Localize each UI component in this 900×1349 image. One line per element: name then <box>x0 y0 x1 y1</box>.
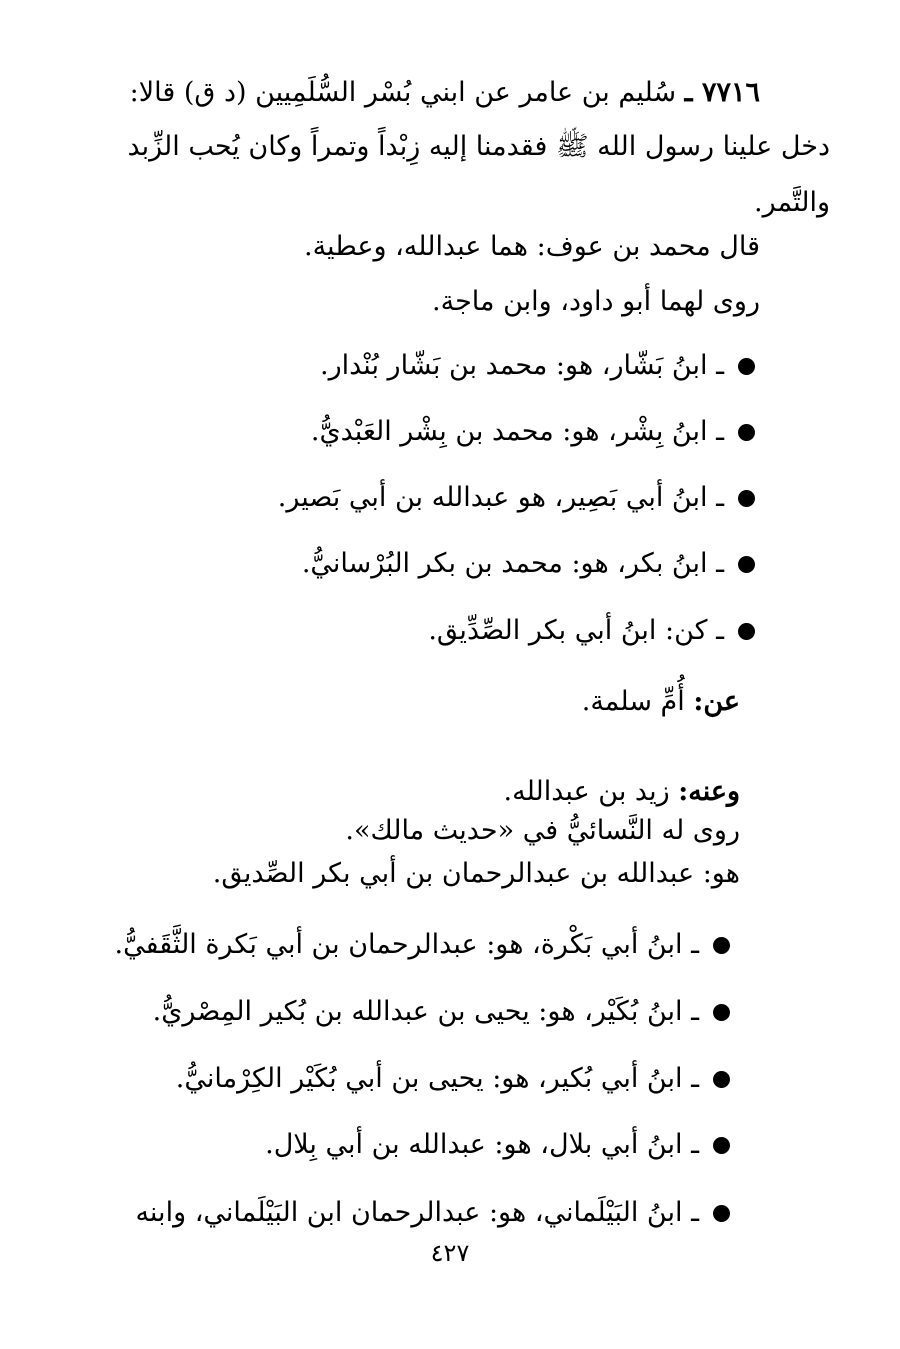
entry-line-4: قال محمد بن عوف: هما عبدالله، وعطية. <box>304 231 760 262</box>
entry-line-3: والتَّمر. <box>753 187 830 218</box>
bullet-text: ـ كن: ابنُ أبي بكر الصِّدِّيق. <box>428 615 724 646</box>
bullet-item <box>176 1060 730 1098</box>
wanhu-line <box>60 773 740 811</box>
bullet-text: ـ ابنُ أبي بَكْرة، هو: عبدالرحمان بن أبي بَكرة الثَّقَفيُّ. <box>114 929 699 960</box>
bullet-dot-icon <box>713 937 730 954</box>
bullet-dot-icon <box>713 1071 730 1088</box>
bullet-dot-icon <box>738 556 755 573</box>
entry-header <box>60 74 760 112</box>
bullet-text: ـ ابنُ البَيْلَماني، هو: عبدالرحمان ابن البَيْلَماني، وابنه <box>135 1197 699 1228</box>
entry-line-2: دخل علينا رسول الله ﷺ فقدمنا إليه زِبْداً وتمراً وكان يُحب الزِّبد <box>127 131 830 162</box>
bullet-text: ـ ابنُ أبي بلال، هو: عبدالله بن أبي بِلال. <box>265 1129 699 1160</box>
bullet-item <box>311 413 755 451</box>
bullet-text: ـ ابنُ بِشْر، هو: محمد بن بِشْر العَبْديُّ. <box>310 416 724 447</box>
bullet-item <box>265 1126 730 1164</box>
bullet-dot-icon <box>738 623 755 640</box>
entry-number: ٧٧١٦ ـ <box>684 77 760 108</box>
bullet-text: ـ ابنُ بكر، هو: محمد بن بكر البُرْسانيُّ. <box>301 548 724 579</box>
bullet-item <box>153 993 730 1031</box>
bullet-item <box>302 545 755 583</box>
page-number: ٤٢٧ <box>430 1239 470 1267</box>
huwa-line: هو: عبدالله بن عبدالرحمان بن أبي بكر الصِّديق. <box>212 858 740 889</box>
bullet-text: ـ ابنُ بَشّار، هو: محمد بن بَشّار بُنْدار. <box>320 350 724 381</box>
bullet-dot-icon <box>713 1137 730 1154</box>
bullet-text: ـ ابنُ أبي بُكير، هو: يحيى بن أبي بُكَيْر الكِرْمانيُّ. <box>175 1063 699 1094</box>
an-label: عن: <box>693 686 740 717</box>
bullet-dot-icon <box>713 1205 730 1222</box>
bullet-text: ـ ابنُ بُكَيْر، هو: يحيى بن عبدالله بن بُكير المِصْريُّ. <box>152 996 699 1027</box>
an-line <box>60 683 740 721</box>
bullet-text: ـ ابنُ أبي بَصِير، هو عبدالله بن أبي بَصير. <box>277 482 724 513</box>
bullet-item <box>320 347 755 385</box>
bullet-item <box>428 612 755 650</box>
bullet-dot-icon <box>713 1004 730 1021</box>
bullet-dot-icon <box>738 358 755 375</box>
bullet-item <box>278 479 755 517</box>
entry-header-text: سُليم بن عامر عن ابني بُسْر السُّلَمِيين (د ق) قالا: <box>129 77 677 108</box>
wanhu-text: زيد بن عبدالله. <box>503 776 670 807</box>
bullet-dot-icon <box>738 424 755 441</box>
an-text: أُمِّ سلمة. <box>581 686 685 717</box>
bullet-dot-icon <box>738 490 755 507</box>
bullet-item <box>115 926 730 964</box>
wanhu-label: وعنه: <box>678 776 740 807</box>
riwaya-line: روى له النَّسائيُّ في «حديث مالك». <box>345 815 740 846</box>
entry-line-5: روى لهما أبو داود، وابن ماجة. <box>432 286 760 317</box>
bullet-item <box>135 1194 730 1232</box>
